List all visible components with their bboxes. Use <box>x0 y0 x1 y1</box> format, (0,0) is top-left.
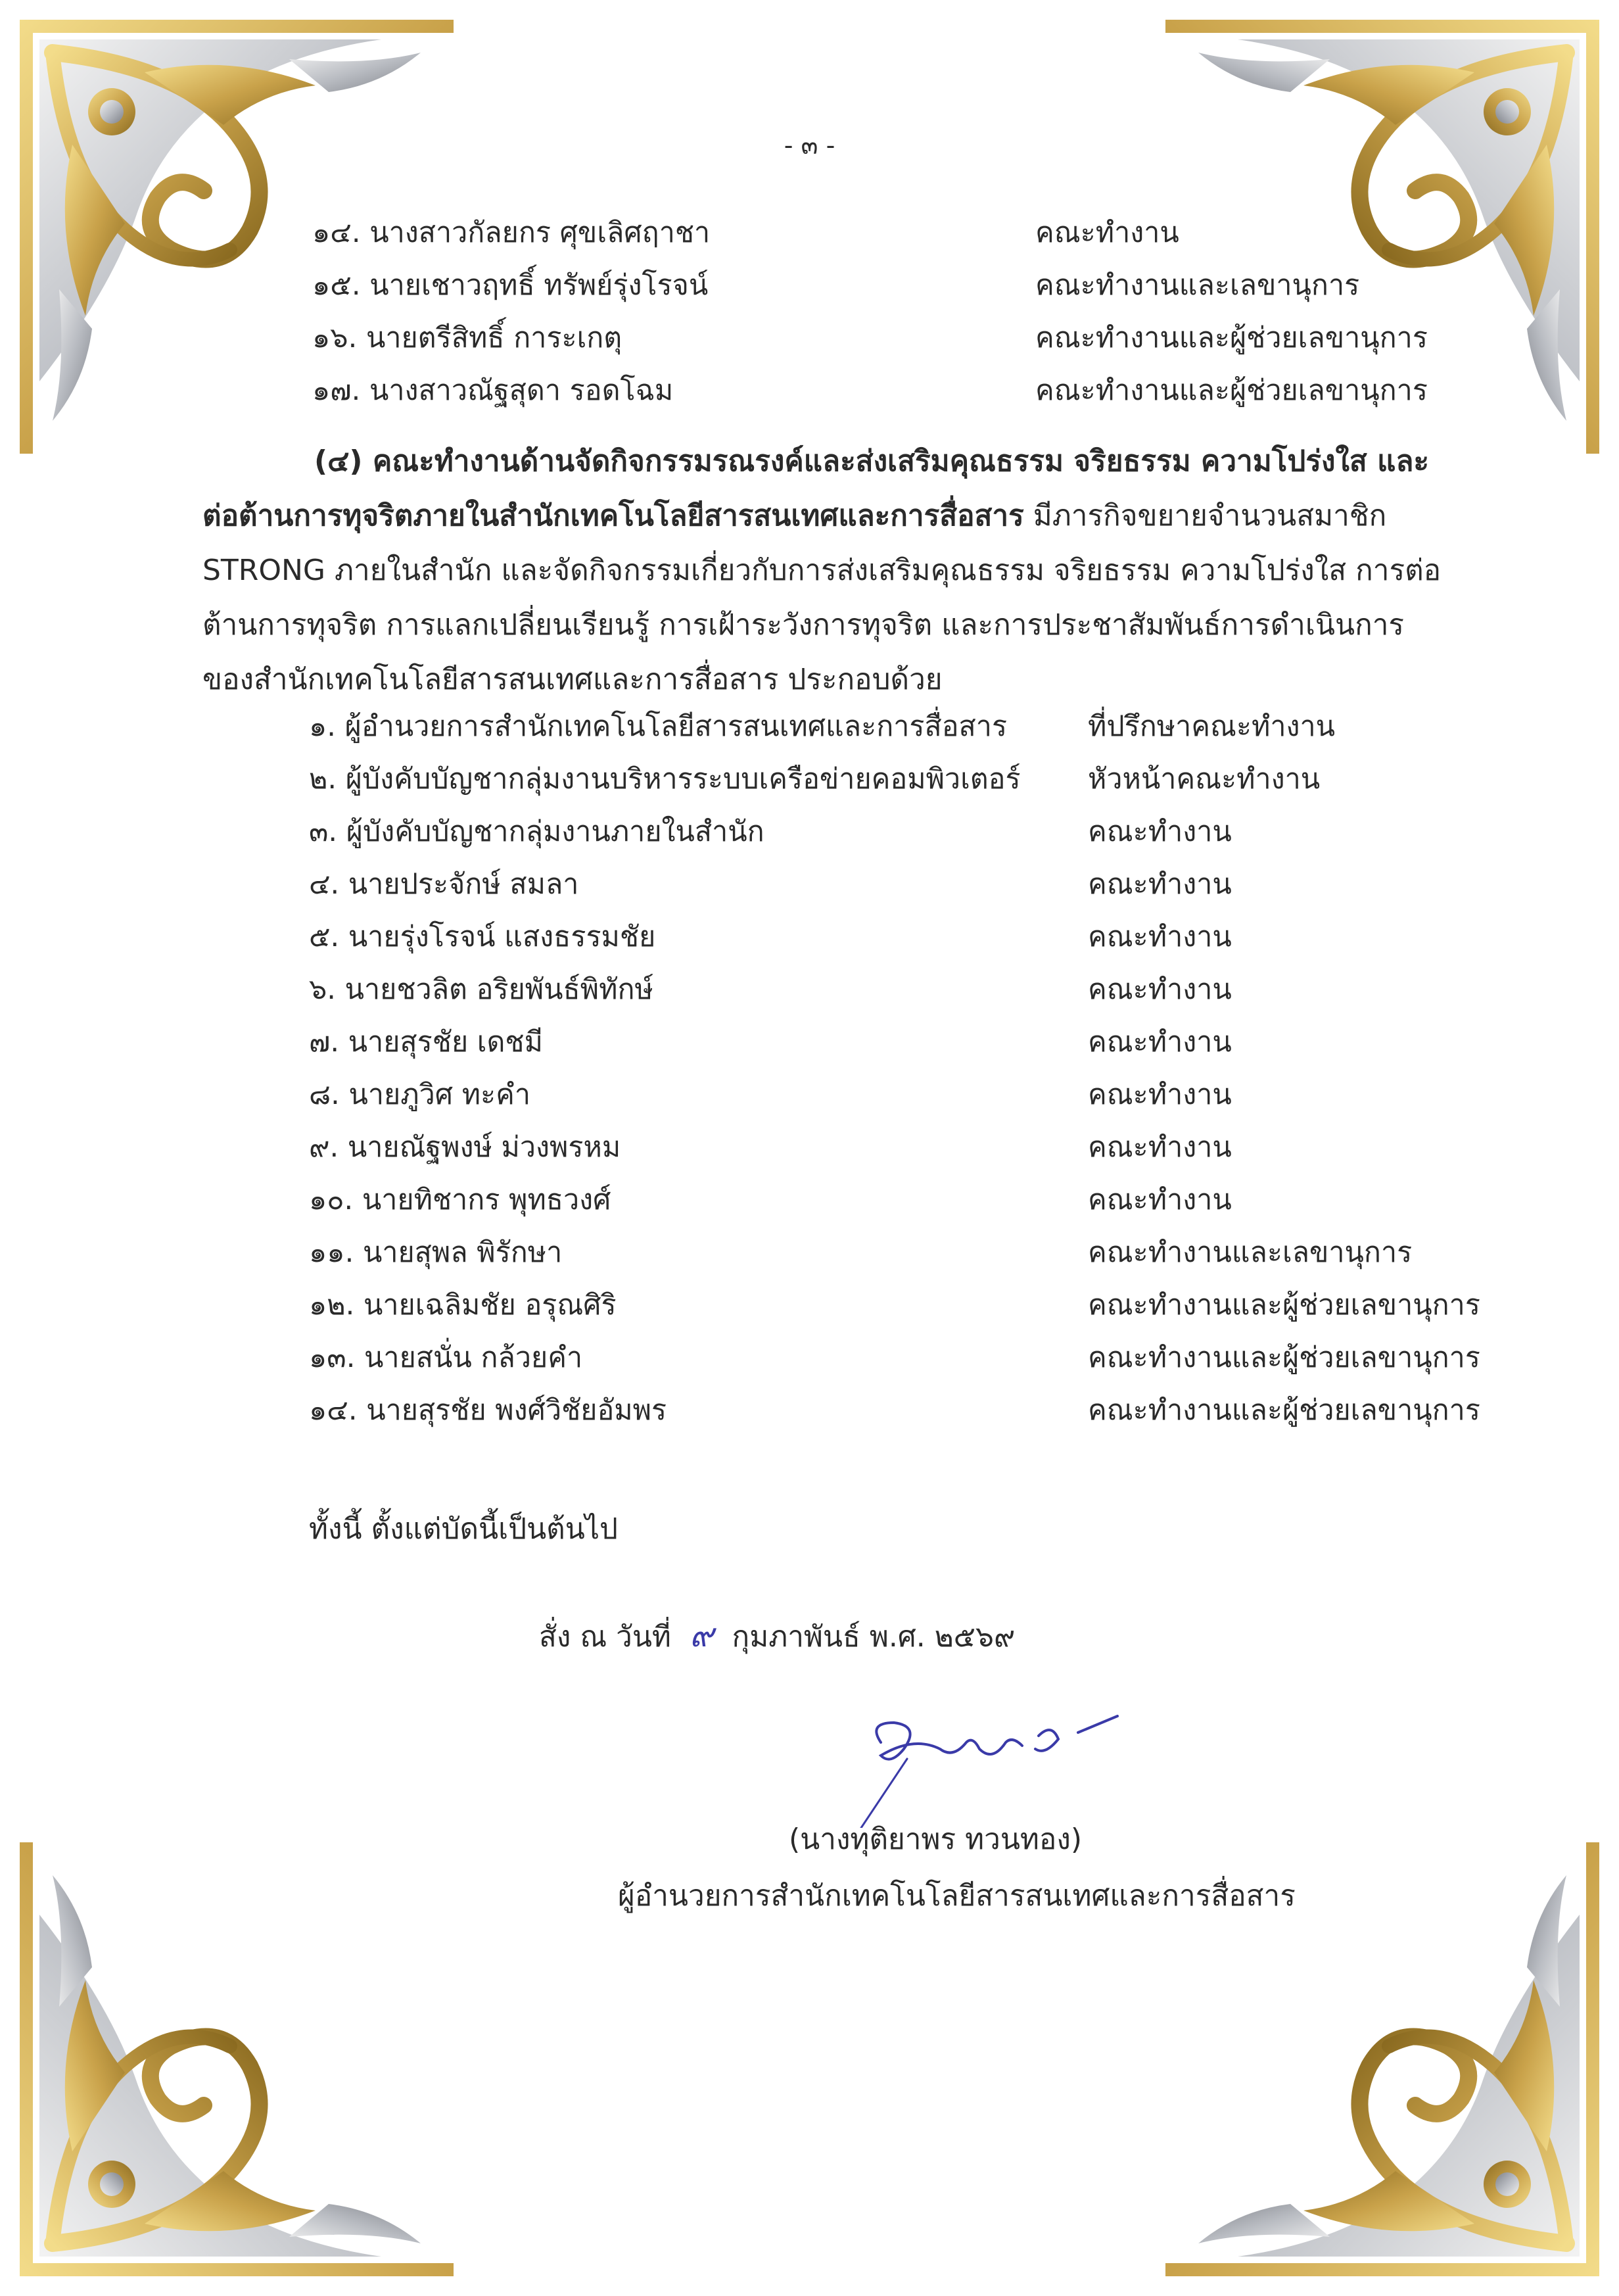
member-number: ๑๖. <box>312 322 358 354</box>
member-number: ๙. <box>309 1131 339 1164</box>
corner-ornament-icon <box>13 1836 460 2283</box>
member-row <box>309 707 1007 746</box>
date-prefix: สั่ง ณ วันที่ <box>539 1620 671 1654</box>
member-name: นายเฉลิมชัย อรุณศิริ <box>363 1289 617 1322</box>
member-name: ผู้บังคับบัญชากลุ่มงานบริหารระบบเครือข่ายคอมพิวเตอร์ <box>345 763 1021 796</box>
member-row <box>309 1285 617 1325</box>
signature-icon <box>841 1696 1150 1828</box>
member-row <box>309 1128 621 1167</box>
member-row <box>309 970 653 1009</box>
date-suffix: กุมภาพันธ์ พ.ศ. ๒๕๖๙ <box>732 1620 1016 1654</box>
member-number: ๑. <box>309 710 336 743</box>
closing-statement: ทั้งนี้ ตั้งแต่บัดนี้เป็นต้นไป <box>309 1512 618 1546</box>
handwritten-signature <box>841 1696 1150 1828</box>
member-role: คณะทำงานและเลขานุการ <box>1088 1236 1413 1269</box>
signer-title: ผู้อำนวยการสำนักเทคโนโลยีสารสนเทศและการสื่อสาร <box>618 1879 1296 1913</box>
member-role: คณะทำงานและผู้ช่วยเลขานุการ <box>1035 374 1428 407</box>
member-row <box>309 917 655 957</box>
member-name: นายสุรชัย เดชมี <box>348 1026 543 1059</box>
member-row <box>309 1022 543 1062</box>
member-row <box>312 266 708 305</box>
member-role: คณะทำงาน <box>1088 1131 1232 1164</box>
member-number: ๑๔. <box>309 1394 358 1427</box>
member-name: นายภูวิศ ทะคำ <box>348 1078 531 1111</box>
member-name: ผู้อำนวยการสำนักเทคโนโลยีสารสนเทศและการสื่อสาร <box>344 710 1008 743</box>
member-name: นางสาวณัฐสุดา รอดโฉม <box>369 374 674 407</box>
member-number: ๑๔. <box>312 216 361 249</box>
member-number: ๑๕. <box>312 269 361 302</box>
member-number: ๑๐. <box>309 1184 354 1216</box>
page-number: - ๓ - <box>784 131 835 160</box>
member-role: คณะทำงาน <box>1088 921 1232 953</box>
corner-ornament-bottom-left <box>13 1836 460 2283</box>
member-number: ๘. <box>309 1078 340 1111</box>
order-date <box>539 1610 1015 1662</box>
member-row <box>309 1233 562 1272</box>
member-role: คณะทำงานและผู้ช่วยเลขานุการ <box>1035 322 1428 354</box>
member-role: หัวหน้าคณะทำงาน <box>1088 763 1321 796</box>
member-row <box>309 1391 667 1430</box>
member-name: นายสุรชัย พงศ์วิชัยอัมพร <box>366 1394 667 1427</box>
member-name: นายสุพล พิรักษา <box>362 1236 563 1269</box>
member-name: นายประจักษ์ สมลา <box>348 868 579 901</box>
member-number: ๗. <box>309 1026 340 1059</box>
member-role: คณะทำงานและผู้ช่วยเลขานุการ <box>1088 1394 1480 1427</box>
member-role: คณะทำงาน <box>1088 1026 1232 1059</box>
section-heading: (๔) คณะทำงานด้านจัดกิจกรรมรณรงค์และส่งเสริมคุณธรรม จริยธรรม ความโปร่งใส และต่อต้านการทุจริตภายในสำนักเทคโนโลยีสารสนเทศและการสื่อสาร <box>202 444 1430 533</box>
member-row <box>312 371 673 410</box>
date-day-handwritten: ๙ <box>689 1616 714 1654</box>
member-role: คณะทำงาน <box>1088 1078 1232 1111</box>
member-role: ที่ปรึกษาคณะทำงาน <box>1088 710 1336 743</box>
member-name: นายชวลิต อริยพันธ์พิทักษ์ <box>344 973 653 1006</box>
member-row <box>309 1338 582 1377</box>
member-number: ๑๓. <box>309 1341 356 1374</box>
member-number: ๕. <box>309 921 340 953</box>
member-name: นายณัฐพงษ์ ม่วงพรหม <box>347 1131 621 1164</box>
member-number: ๓. <box>309 815 338 848</box>
member-role: คณะทำงาน <box>1088 815 1232 848</box>
member-role: คณะทำงานและเลขานุการ <box>1035 269 1360 302</box>
member-row <box>309 759 1021 799</box>
member-name: นายเชาวฤทธิ์ ทรัพย์รุ่งโรจน์ <box>369 269 709 302</box>
signer-name: (นางทุติยาพร ทวนทอง) <box>789 1823 1082 1856</box>
member-number: ๑๒. <box>309 1289 355 1322</box>
member-number: ๑๑. <box>309 1236 354 1269</box>
member-row <box>309 1180 611 1220</box>
member-name: นายสนั่น กล้วยคำ <box>364 1341 583 1374</box>
member-name: นายตรีสิทธิ์ การะเกตุ <box>365 322 622 354</box>
member-name: ผู้บังคับบัญชากลุ่มงานภายในสำนัก <box>346 815 764 848</box>
member-role: คณะทำงานและผู้ช่วยเลขานุการ <box>1088 1341 1480 1374</box>
member-row <box>309 1075 530 1114</box>
member-name: นายรุ่งโรจน์ แสงธรรมชัย <box>348 921 656 953</box>
member-number: ๒. <box>309 763 337 796</box>
member-role: คณะทำงานและผู้ช่วยเลขานุการ <box>1088 1289 1480 1322</box>
member-role: คณะทำงาน <box>1088 868 1232 901</box>
member-number: ๔. <box>309 868 340 901</box>
member-role: คณะทำงาน <box>1088 1184 1232 1216</box>
member-row <box>312 213 710 252</box>
member-row <box>309 812 764 851</box>
section-body: มีภารกิจขยายจำนวนสมาชิก STRONG ภายในสำนัก และจัดกิจกรรมเกี่ยวกับการส่งเสริมคุณธรรม จริยธรรม ความโปร่งใส การต่อต้านการทุจริต การแลกเปลี่ยนเรียนรู้ การเฝ้าระวังการทุจริต และการประชาสัมพันธ์การดำเนินการของสำนักเทคโนโลยีสารสนเทศและการสื่อสาร ประกอบด้วย <box>202 499 1442 696</box>
section-paragraph <box>202 434 1451 707</box>
member-role: คณะทำงาน <box>1035 216 1179 249</box>
member-row <box>312 318 622 358</box>
member-number: ๑๗. <box>312 374 361 407</box>
member-number: ๖. <box>309 973 336 1006</box>
member-name: นางสาวกัลยกร ศุขเลิศฤาชา <box>369 216 711 249</box>
member-role: คณะทำงาน <box>1088 973 1232 1006</box>
member-row <box>309 865 578 904</box>
member-name: นายทิชากร พุทธวงศ์ <box>362 1184 611 1216</box>
